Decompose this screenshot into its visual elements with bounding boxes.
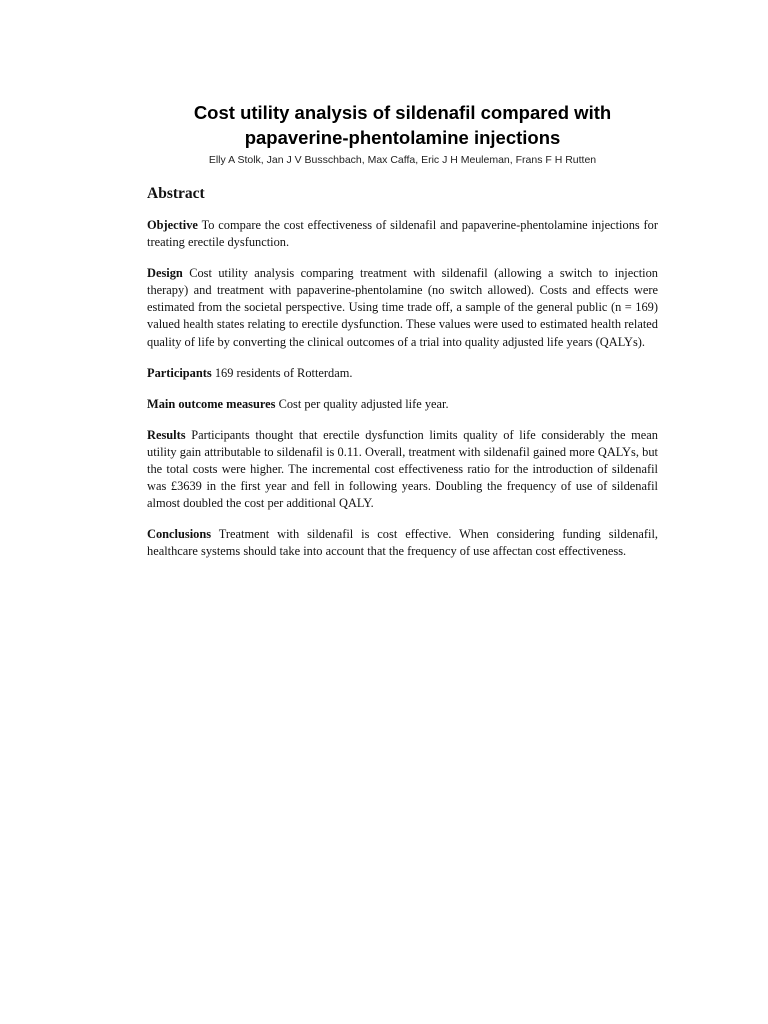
paper-title-line-1: Cost utility analysis of sildenafil compared with: [193, 102, 612, 123]
section-label-objective: Objective: [147, 218, 198, 232]
section-text-conclusions: Treatment with sildenafil is cost effective. When considering funding sildenafil, healthcare systems should take into account that the frequency of use affectan cost effectiveness.: [147, 527, 659, 559]
section-objective: [147, 217, 658, 251]
section-participants: [147, 365, 658, 382]
paper-title: [147, 100, 658, 150]
section-text-results: Participants thought that erectile dysfunction limits quality of life considerably the mean utility gain attributable to sildenafil is 0.11. Overall, treatment with sildenafil gained more QALYs, but the total costs were higher. The incremental cost effectiveness ratio for the introduction of sildenafil was £3639 in the first year and fell in following years. Doubling the frequency of use of sildenafil almost doubled the cost per additional QALY.: [147, 427, 658, 511]
author-list: Elly A Stolk, Jan J V Busschbach, Max Caffa, Eric J H Meuleman, Frans F H Rutten: [208, 154, 597, 166]
section-label-results: Results: [147, 427, 186, 442]
paper-page: [147, 100, 658, 561]
section-text-main-outcome-measures: Cost per quality adjusted life year.: [278, 396, 449, 411]
paper-title-line-2: papaverine-phentolamine injections: [244, 127, 561, 148]
section-design: [147, 265, 658, 350]
section-label-main-outcome-measures: Main outcome measures: [147, 396, 276, 411]
section-label-conclusions: Conclusions: [147, 527, 212, 542]
section-text-design: Cost utility analysis comparing treatment with sildenafil (allowing a switch to injection therapy) and treatment with papaverine-phentolamine (no switch allowed). Costs and effects were estimated from the societal perspective. Using time trade off, a sample of the general public (n = 169) valued health states relating to erectile dysfunction. These values were used to estimated health related quality of life by converting the clinical outcomes of a trial into quality adjusted life years (QALYs).: [147, 266, 658, 349]
section-conclusions: [147, 526, 658, 560]
section-results: [147, 427, 658, 512]
abstract-heading: Abstract: [147, 185, 205, 202]
section-main-outcome-measures: [147, 396, 658, 413]
section-label-design: Design: [147, 266, 183, 281]
section-label-participants: Participants: [147, 365, 212, 380]
section-text-objective: To compare the cost effectiveness of sildenafil and papaverine-phentolamine injections for treating erectile dysfunction.: [147, 218, 659, 250]
section-text-participants: 169 residents of Rotterdam.: [214, 365, 353, 380]
